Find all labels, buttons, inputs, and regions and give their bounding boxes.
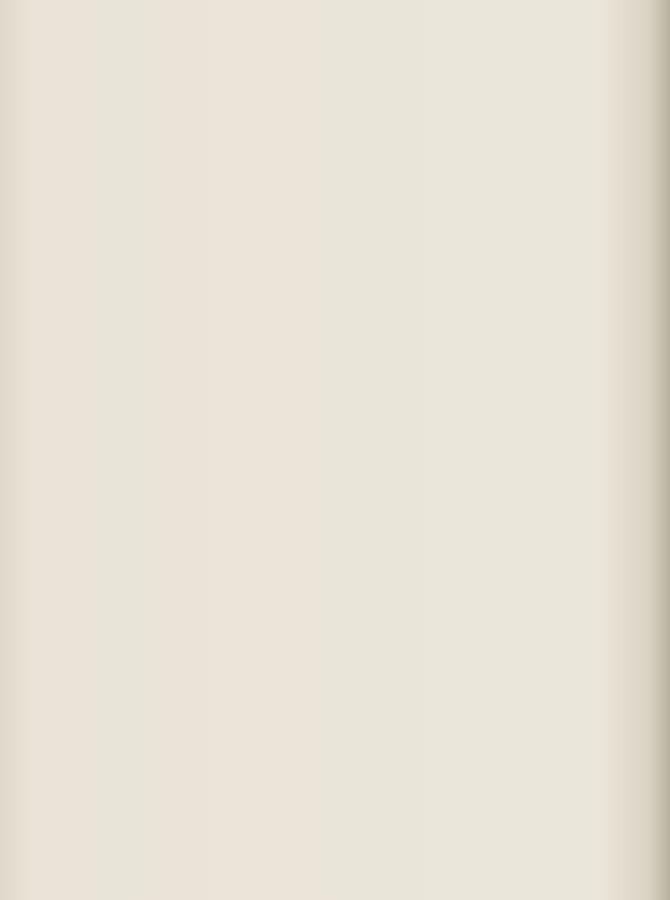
- page-body: [61, 37, 614, 78]
